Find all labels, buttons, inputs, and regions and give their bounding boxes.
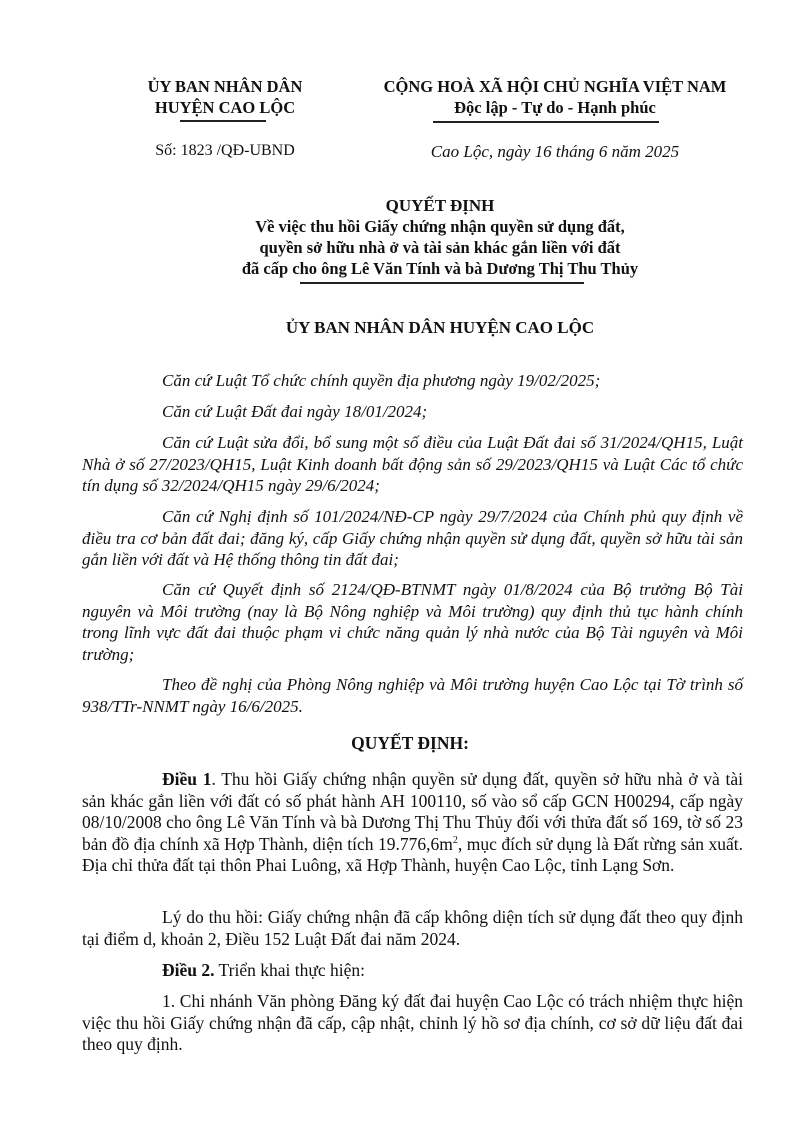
article-2-text: Triển khai thực hiện:: [214, 960, 365, 980]
article-1-text-cont: , mục đích sử dụng là Đất rừng sản xuất. Địa chỉ thửa đất tại thôn Phai Luông, xã Hợp Thành, huyện Cao Lộc, tỉnh Lạng Sơn.: [82, 833, 743, 875]
subject-line-2: quyền sở hữu nhà ở và tài sản khác gắn liền với đất: [259, 238, 621, 257]
article-2-item-1: 1. Chi nhánh Văn phòng Đăng ký đất đai huyện Cao Lộc có trách nhiệm thực hiện việc thu hồi Giấy chứng nhận đã cấp, cập nhật, chỉnh lý hồ sơ địa chính, cơ sở dữ liệu đất đai theo quy định.: [82, 991, 743, 1054]
preamble-item: Theo đề nghị của Phòng Nông nghiệp và Môi trường huyện Cao Lộc tại Tờ trình số 938/TTr-NNMT ngày 16/6/2025.: [82, 675, 743, 716]
motto-underline: [433, 121, 659, 123]
decision-title: [150, 195, 730, 279]
preamble-item: Căn cứ Luật sửa đổi, bổ sung một số điều của Luật Đất đai số 31/2024/QH15, Luật Nhà ở số 27/2023/QH15, Luật Kinh doanh bất động sản số 29/2023/QH15 và Luật Các tổ chức tín dụng số 32/2024/QH15 ngày 29/6/2024;: [82, 433, 743, 495]
preamble-item: Căn cứ Luật Đất đai ngày 18/01/2024;: [162, 402, 428, 421]
issuer-line1: ỦY BAN NHÂN DÂN: [147, 77, 303, 96]
revocation-reason: Lý do thu hồi: Giấy chứng nhận đã cấp không diện tích sử dụng đất theo quy định tại điểm d, khoản 2, Điều 152 Luật Đất đai năm 2024.: [82, 907, 743, 949]
issuer-line2: HUYỆN CAO LỘC: [154, 98, 296, 117]
subject-line-1: Về việc thu hồi Giấy chứng nhận quyền sử dụng đất,: [255, 217, 625, 236]
article-2-label: Điều 2.: [162, 960, 215, 980]
article-1: [82, 769, 743, 877]
preamble-item: Căn cứ Nghị định số 101/2024/NĐ-CP ngày 29/7/2024 của Chính phủ quy định về điều tra cơ bản đất đai; đăng ký, cấp Giấy chứng nhận quyền sử dụng đất, quyền sở hữu tài sản gắn liền với đất và Hệ thống thông tin đất đai;: [82, 507, 743, 569]
decision-section-heading: QUYẾT ĐỊNH:: [351, 733, 469, 753]
title-underline: [300, 282, 584, 284]
national-motto-block: [355, 76, 755, 118]
motto: Độc lập - Tự do - Hạnh phúc: [454, 98, 656, 117]
document-number: Số: 1823 /QĐ-UBND: [155, 142, 295, 159]
issuer-block: [130, 76, 320, 118]
decision-heading: QUYẾT ĐỊNH: [385, 196, 495, 215]
issuing-body: ỦY BAN NHÂN DÂN HUYỆN CAO LỘC: [285, 318, 595, 337]
area-unit-superscript: 2: [452, 834, 458, 846]
article-1-label: Điều 1: [162, 769, 212, 789]
subject-line-3: đã cấp cho ông Lê Văn Tính và bà Dương Thị Thu Thủy: [241, 259, 639, 278]
issuer-underline: [180, 120, 266, 122]
place-date: Cao Lộc, ngày 16 tháng 6 năm 2025: [430, 142, 680, 161]
article-1-text: . Thu hồi Giấy chứng nhận quyền sử dụng đất, quyền sở hữu nhà ở và tài sản khác gắn liền với đất có số phát hành AH 100110, số vào sổ cấp GCN H00294, cấp ngày 08/10/2008 cho ông Lê Văn Tính và bà Dương Thị Thu Thủy đối với thửa đất số 169, tờ số 23 bản đồ địa chính xã Hợp Thành, diện tích 19.776,6m: [82, 769, 743, 854]
article-2: [82, 960, 743, 982]
country-name: CỘNG HOÀ XÃ HỘI CHỦ NGHĨA VIỆT NAM: [383, 77, 727, 96]
preamble-item: Căn cứ Quyết định số 2124/QĐ-BTNMT ngày 01/8/2024 của Bộ trưởng Bộ Tài nguyên và Môi trường (nay là Bộ Nông nghiệp và Môi trường) quy định thủ tục hành chính trong lĩnh vực đất đai thuộc phạm vi chức năng quản lý nhà nước của Bộ Tài nguyên và Môi trường;: [82, 580, 743, 664]
preamble-item: Căn cứ Luật Tổ chức chính quyền địa phương ngày 19/02/2025;: [162, 371, 601, 390]
